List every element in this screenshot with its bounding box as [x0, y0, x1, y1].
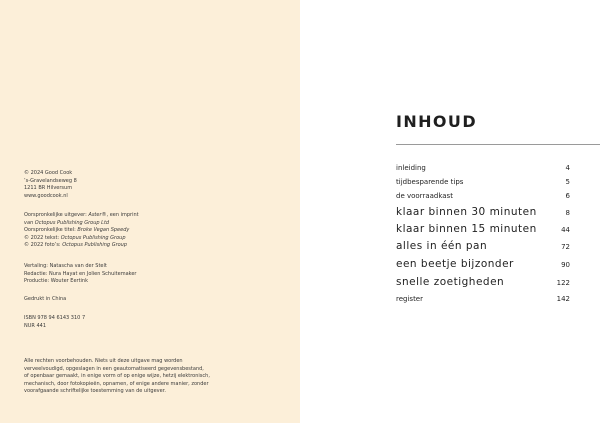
original-line-text: © 2022 tekst: [24, 234, 61, 241]
toc-entry-page: 44 [561, 226, 570, 234]
translation-credit: Vertaling: Natascha van der Stelt [24, 263, 107, 269]
toc-entry[interactable] [396, 294, 570, 304]
original-line-emphasis: Octopus Publishing Group [60, 234, 126, 241]
original-line-emphasis: Octopus Publishing Group [62, 242, 128, 249]
toc-entry[interactable] [396, 275, 570, 289]
nur-code: NUR 441 [24, 322, 47, 329]
toc-entry-label: snelle zoetigheden [396, 276, 505, 288]
toc-entry[interactable] [396, 222, 570, 236]
original-line-text: , een imprint [106, 212, 139, 218]
toc-entry[interactable] [396, 191, 570, 201]
rights-line: verveelvoudigd, opgeslagen in een geautomatiseerd gegevensbestand, [24, 365, 204, 372]
original-line-text: © 2022 foto’s: [24, 242, 63, 249]
toc-entry-page: 142 [556, 295, 570, 303]
publisher-website: www.goodcook.nl [24, 192, 68, 199]
editorial-credit: Redactie: Nura Hayat en Jolien Schuitemaker [24, 270, 137, 277]
printed-in: Gedrukt in China [24, 296, 67, 302]
original-line [24, 212, 244, 220]
toc-entry-label: register [396, 295, 423, 303]
isbn-block [24, 315, 244, 330]
rights-line: voorafgaande schriftelijke toestemming van de uitgever. [24, 388, 166, 395]
original-line [24, 227, 244, 235]
toc-entry-label: een beetje bijzonder [396, 258, 514, 270]
publisher-line: © 2024 Good Cook [24, 170, 73, 176]
original-line [24, 220, 244, 228]
rights-notice [24, 358, 244, 396]
isbn: ISBN 978 94 6143 310 7 [24, 315, 86, 321]
toc-entry-label: klaar binnen 30 minuten [396, 206, 537, 218]
toc-entry[interactable] [396, 163, 570, 173]
toc-entry[interactable] [396, 257, 570, 271]
original-line-emphasis: Aster® [88, 212, 107, 218]
toc-entry-page: 72 [561, 243, 570, 251]
toc-entry-page: 122 [556, 279, 570, 287]
contents-title: INHOUD [396, 112, 478, 131]
toc-entry-page: 90 [561, 261, 570, 269]
original-line-emphasis: van Octopus Publishing Group Ltd [24, 219, 110, 226]
original-line [24, 242, 244, 250]
toc-entry[interactable] [396, 239, 570, 253]
original-edition-block [24, 212, 244, 250]
publisher-line: 1211 BR Hilversum [24, 185, 73, 192]
toc-entry-page: 6 [565, 192, 570, 200]
toc-entry-page: 4 [565, 164, 570, 172]
rights-line: of openbaar gemaakt, in enige vorm of op enige wijze, hetzij elektronisch, [24, 373, 210, 380]
production-credit: Productie: Wouter Eertink [24, 278, 88, 285]
toc-entry-label: klaar binnen 15 minuten [396, 223, 537, 235]
toc-entry-label: alles in één pan [396, 240, 488, 252]
print-block [24, 296, 244, 304]
toc-entry-label: tijdbesparende tips [396, 178, 464, 186]
publisher-block [24, 170, 244, 200]
toc-entry-label: inleiding [396, 164, 426, 172]
original-line-text: Oorspronkelijke uitgever: [24, 212, 89, 218]
toc-entry-page: 8 [565, 209, 570, 217]
toc-entry[interactable] [396, 177, 570, 187]
contents-divider [396, 144, 600, 145]
toc-entry-label: de voorraadkast [396, 192, 453, 200]
toc-entry-page: 5 [565, 178, 570, 186]
toc-entry[interactable] [396, 205, 570, 219]
publisher-line: ’s-Gravelandseweg 8 [24, 177, 77, 184]
original-line-text: Oorspronkelijke titel: [24, 227, 78, 234]
original-line-emphasis: Broke Vegan Speedy [77, 227, 130, 234]
rights-line: mechanisch, door fotokopieën, opnamen, of enige andere manier, zonder [24, 380, 209, 387]
credits-block [24, 263, 244, 286]
rights-line: Alle rechten voorbehouden. Niets uit deze uitgave mag worden [24, 358, 183, 364]
